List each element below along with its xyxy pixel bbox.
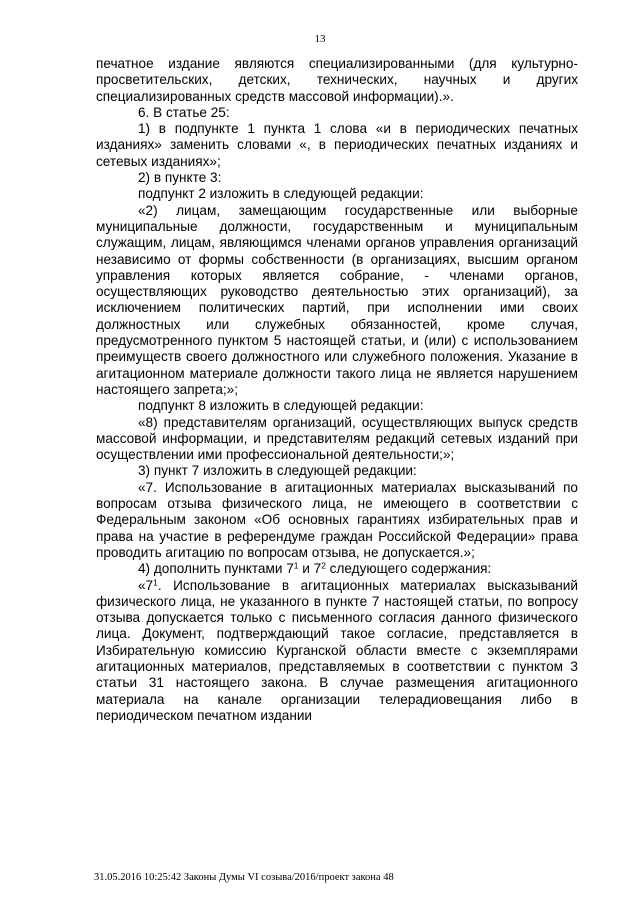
paragraph-2: 6. В статье 25: — [138, 104, 230, 120]
paragraph-11-after: следующего содержания: — [325, 561, 492, 577]
document-body — [96, 56, 578, 724]
paragraph-6: «2) лицам, замещающим государственные или выборные муниципальные должности, государственным и муниципальным служащим, лицам, являющимся членами органов управления организаций независимо от формы собственности (в организациях, высшим органом управления которых является собрание, - членами органов, осуществляющих руководство деятельностью этих организаций), за исключением политических партий, при исполнении ими своих должностных или служебных обязанностей, кроме случая, предусмотренного пунктом 5 настоящей статьи, и (или) с использованием преимуществ своего должностного или служебного положения. Указание в агитационном материале должности такого лица не является нарушением настоящего запрета;»; — [96, 202, 578, 397]
paragraph-11-sup1: 1 — [293, 560, 299, 571]
paragraph-9: 3) пункт 7 изложить в следующей редакции: — [138, 463, 417, 479]
page-number: 13 — [314, 33, 326, 45]
paragraph-12 — [96, 578, 578, 725]
paragraph-11-sup2: 2 — [321, 560, 326, 571]
paragraph-8: «8) представителям организаций, осуществляющих выпуск средств массовой информации, и представителям редакций сетевых изданий при осуществлении ими профессиональной деятельности;»; — [96, 414, 578, 463]
paragraph-11-middle: и 7 — [298, 561, 322, 577]
paragraph-12-sup: 1 — [153, 576, 158, 587]
paragraph-4: 2) в пункте 3: — [138, 170, 222, 186]
paragraph-10: «7. Использование в агитационных материалах высказываний по вопросам отзыва физического лица, не имеющего в соответствии с Федеральным законом «Об основных гарантиях избирательных прав и права на участие в референдуме граждан Российской Федерации» права проводить агитацию по вопросам отзыва, не допускается.»; — [96, 479, 578, 560]
footer-text: 31.05.2016 10:25:42 Законы Думы VI созыва/2016/проект закона 48 — [94, 872, 394, 883]
paragraph-7: подпункт 8 изложить в следующей редакции: — [138, 398, 424, 414]
paragraph-11 — [96, 561, 578, 577]
paragraph-5: подпункт 2 изложить в следующей редакции: — [138, 186, 424, 202]
paragraph-3: 1) в подпункте 1 пункта 1 слова «и в периодических печатных изданиях» заменить словами «, в периодических печатных изданиях и сетевых изданиях»; — [96, 121, 578, 169]
paragraph-12-before: «7 — [138, 577, 154, 593]
paragraph-11-before: 4) дополнить пунктами 7 — [138, 561, 294, 577]
paragraph-12-after: . Использование в агитационных материалах высказываний физического лица, не указанного в пункте 7 настоящей статьи, по вопросу отзыва допускается только с письменного согласия данного физического лица. Документ, подтверждающий такое согласие, представляется в Избирательную комиссию Курганской области вместе с экземплярами агитационных материалов, представляемых в соответствии с пунктом 3 статьи 31 настоящего закона. В случае размещения агитационного материала на канале организации телерадиовещания либо в периодическом печатном издании — [96, 577, 578, 723]
paragraph-1: печатное издание являются специализированными (для культурно-просветительских, детских, технических, научных и других специализированных средств массовой информации).». — [96, 56, 578, 104]
